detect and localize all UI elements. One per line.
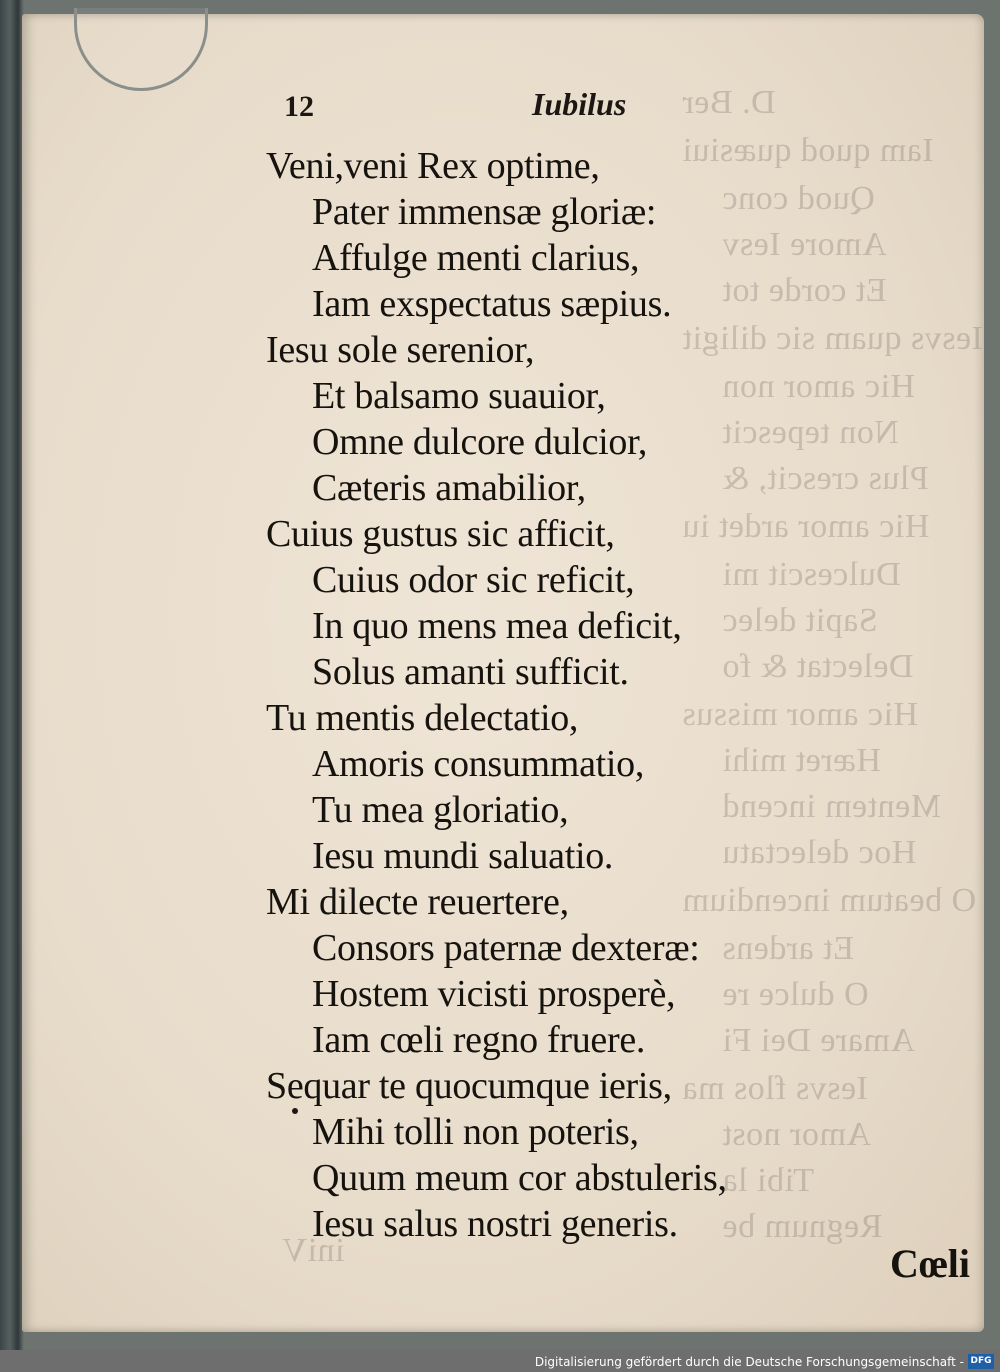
verse-line: Affulge menti clarius, xyxy=(312,237,640,279)
show-through-text: Hæret mihi xyxy=(722,742,881,779)
show-through-text: Mentem incend xyxy=(722,788,941,825)
verse-line: Cuius gustus sic afficit, xyxy=(266,513,615,555)
show-through-text: Non tepescit xyxy=(722,414,899,451)
verse-line: Iesu mundi saluatio. xyxy=(312,835,614,877)
show-through-text: D. Ber xyxy=(682,84,776,121)
show-through-text: Amare Dei Fi xyxy=(722,1022,915,1059)
verse-line: Mihi tolli non poteris, xyxy=(312,1111,639,1153)
show-through-text: iniV xyxy=(282,1232,345,1269)
dfg-logo: DFG xyxy=(968,1354,994,1369)
verse-line: Tu mea gloriatio, xyxy=(312,789,569,831)
verse-line: Cuius odor sic reficit, xyxy=(312,559,635,601)
page-header xyxy=(22,86,984,136)
verse-line: Hostem vicisti prosperè, xyxy=(312,973,676,1015)
book-page xyxy=(22,14,984,1332)
show-through-text: Iam quod quæsiui xyxy=(682,132,934,169)
show-through-text: Et corde tot xyxy=(722,272,887,309)
verse-line: Tu mentis delectatio, xyxy=(266,697,579,739)
show-through-text: Hoc delectatu xyxy=(722,834,917,871)
show-through-text: Sapit delec xyxy=(722,602,878,639)
verse-line: Iesu salus nostri generis. xyxy=(312,1203,678,1245)
verse-line: Sequar te quocumque ieris, xyxy=(266,1065,672,1107)
show-through-text: Amor nost xyxy=(722,1116,871,1153)
page-number: 12 xyxy=(284,90,314,123)
show-through-text: Plus crescit, & xyxy=(722,460,929,497)
verse-line: Cæteris amabilior, xyxy=(312,467,586,509)
ink-mark xyxy=(292,1108,298,1114)
verse-line: Consors paternæ dexteræ: xyxy=(312,927,700,969)
show-through-text: Dulcescit mi xyxy=(722,556,901,593)
show-through-text: Hic amor ardet iu xyxy=(682,508,930,545)
verse-line: Solus amanti sufficit. xyxy=(312,651,629,693)
page-clip xyxy=(74,8,208,91)
show-through-text: Delectat & fo xyxy=(722,648,914,685)
funding-credit: Digitalisierung gefördert durch die Deutsche Forschungsgemeinschaft - xyxy=(534,1355,964,1369)
verse-line: Veni,veni Rex optime, xyxy=(266,145,600,187)
show-through-text: O beatum incendium xyxy=(682,882,977,919)
digitization-footer xyxy=(0,1350,1000,1372)
verse-line: Mi dilecte reuertere, xyxy=(266,881,569,923)
verse-line: Quum meum cor abstuleris, xyxy=(312,1157,727,1199)
show-through-text: Hic amor missus xyxy=(682,696,919,733)
show-through-text: Quod conc xyxy=(722,180,875,217)
show-through-text: O dulce re xyxy=(722,976,869,1013)
show-through-text: Regnum be xyxy=(722,1208,883,1245)
show-through-text: Et ardens xyxy=(722,930,854,967)
show-through-text: Amore Iesv xyxy=(722,226,887,263)
verse-line: Iam cœli regno fruere. xyxy=(312,1019,646,1061)
verse-line: Pater immensæ gloriæ: xyxy=(312,191,657,233)
verse-line: Et balsamo suauior, xyxy=(312,375,606,417)
verse-line: Iam exspectatus sæpius. xyxy=(312,283,672,325)
verse-line: Omne dulcore dulcior, xyxy=(312,421,648,463)
show-through-text: Iesvs flos ma xyxy=(682,1070,868,1107)
catchword: Cœli xyxy=(890,1241,970,1286)
show-through-text: Iesvs quam sic diligit xyxy=(682,320,983,357)
verse-line: Amoris consummatio, xyxy=(312,743,645,785)
show-through-text: Hic amor non xyxy=(722,368,915,405)
running-head: Iubilus xyxy=(532,86,627,122)
verse-line: In quo mens mea deficit, xyxy=(312,605,682,647)
verse-line: Iesu sole serenior, xyxy=(266,329,535,371)
show-through-text: Tibi la xyxy=(722,1162,815,1199)
